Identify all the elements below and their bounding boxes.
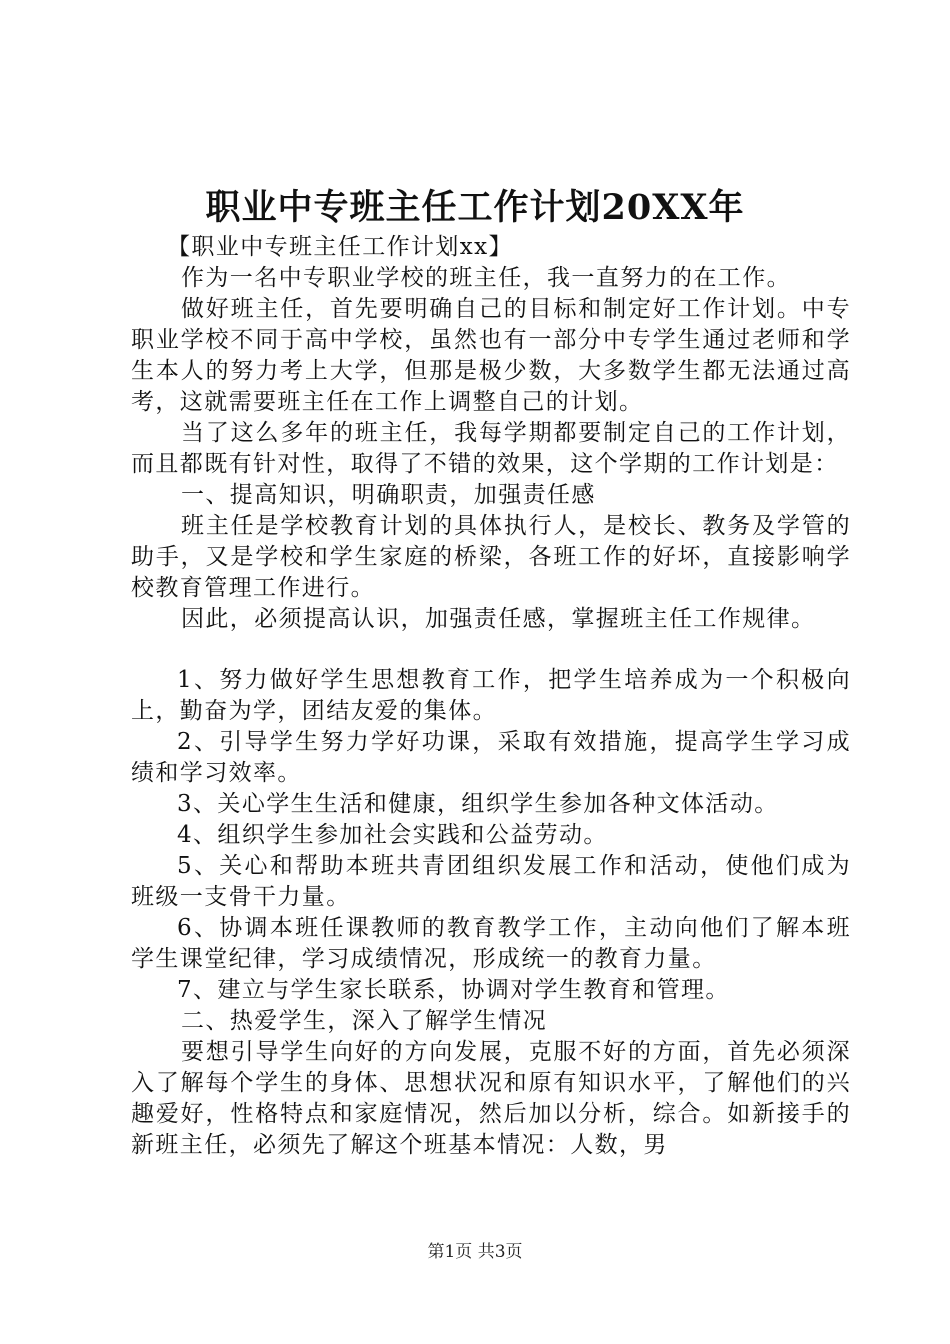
page-footer: 第1页 共3页: [427, 1242, 523, 1262]
list-item: 2、引导学生努力学好功课，采取有效措施，提高学生学习成绩和学习效率。: [131, 729, 851, 786]
list-item: 4、组织学生参加社会实践和公益劳动。: [177, 822, 608, 848]
paragraph-responsibility: 因此，必须提高认识，加强责任感，掌握班主任工作规律。: [181, 606, 816, 632]
document-body: [131, 232, 851, 1161]
paragraph-goals: 做好班主任，首先要明确自己的目标和制定好工作计划。中专职业学校不同于高中学校，虽然也有一部分中专学生通过老师和学生本人的努力考上大学，但那是极少数，大多数学生都无法通过高考，这就需要班主任在工作上调整自己的计划。: [131, 296, 851, 415]
paragraph-opening: 作为一名中专职业学校的班主任，我一直努力的在工作。: [181, 265, 791, 291]
list-item: 6、协调本班任课教师的教育教学工作，主动向他们了解本班学生课堂纪律，学习成绩情况，形成统一的教育力量。: [131, 915, 851, 972]
list-item: 1、努力做好学生思想教育工作，把学生培养成为一个积极向上，勤奋为学，团结友爱的集体。: [131, 667, 851, 724]
list-item: 3、关心学生生活和健康，组织学生参加各种文体活动。: [177, 791, 779, 817]
list-item: 5、关心和帮助本班共青团组织发展工作和活动，使他们成为班级一支骨干力量。: [131, 853, 851, 910]
section-heading-1: 一、提高知识，明确职责，加强责任感: [181, 482, 596, 508]
list-item: 7、建立与学生家长联系，协调对学生教育和管理。: [177, 977, 730, 1003]
intro-bracket-line: 【职业中专班主任工作计划xx】: [167, 234, 513, 260]
paragraph-spacer: [131, 635, 851, 665]
section-heading-2: 二、热爱学生，深入了解学生情况: [181, 1008, 547, 1034]
paragraph-role: 班主任是学校教育计划的具体执行人，是校长、教务及学管的助手，又是学校和学生家庭的桥梁，各班工作的好坏，直接影响学校教育管理工作进行。: [131, 513, 851, 601]
document-title: 职业中专班主任工作计划20XX年: [205, 187, 745, 228]
paragraph-plan-intro: 当了这么多年的班主任，我每学期都要制定自己的工作计划，而且都既有针对性，取得了不错的效果，这个学期的工作计划是：: [131, 420, 851, 477]
paragraph-understanding: 要想引导学生向好的方向发展，克服不好的方面，首先必须深入了解每个学生的身体、思想状况和原有知识水平，了解他们的兴趣爱好，性格特点和家庭情况，然后加以分析，综合。如新接手的新班主任，必须先了解这个班基本情况：人数，男: [131, 1039, 851, 1158]
